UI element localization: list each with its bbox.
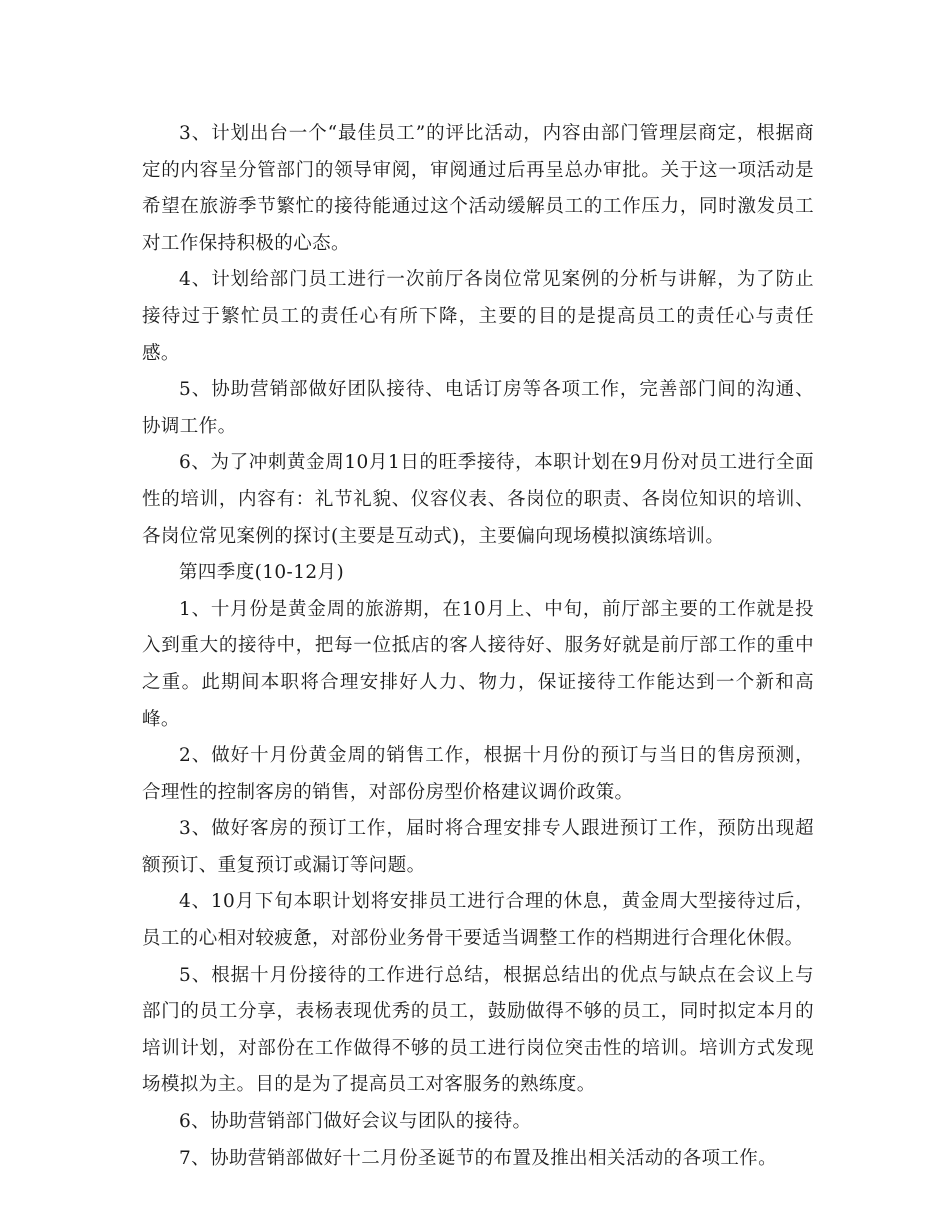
paragraph-assist-sales-q3: 5、协助营销部做好团队接待、电话订房等各项工作，完善部门间的沟通、协调工作。 — [142, 379, 814, 437]
paragraph-staff-rest: 4、10月下旬本职计划将安排员工进行合理的休息，黄金周大型接待过后，员工的心相对较疲惫，对部份业务骨干要适当调整工作的档期进行合理化休假。 — [142, 891, 814, 950]
paragraph-golden-week-training: 6、为了冲刺黄金周10月1日的旺季接待，本职计划在9月份对员工进行全面性的培训，内容有：礼节礼貌、仪容仪表、各岗位的职责、各岗位知识的培训、各岗位常见案例的探讨(主要是互动式)，主要偏向现场模拟演练培训。 — [142, 452, 814, 547]
section-heading-q4: 第四季度(10-12月) — [179, 562, 345, 584]
paragraph-golden-week-reception: 1、十月份是黄金周的旅游期，在10月上、中旬，前厅部主要的工作就是投入到重大的接待中，把每一位抵店的客人接待好、服务好就是前厅部工作的重中之重。此期间本职将合理安排好人力、物力，保证接待工作能达到一个新和高峰。 — [142, 598, 814, 730]
paragraph-best-employee-plan: 3、计划出台一个“最佳员工”的评比活动，内容由部门管理层商定，根据商定的内容呈分管部门的领导审阅，审阅通过后再呈总办审批。关于这一项活动是希望在旅游季节繁忙的接待能通过这个活动缓解员工的工作压力，同时激发员工对工作保持积极的心态。 — [142, 123, 814, 254]
paragraph-assist-meetings: 6、协助营销部门做好会议与团队的接待。 — [179, 1111, 532, 1133]
paragraph-october-summary: 5、根据十月份接待的工作进行总结，根据总结出的优点与缺点在会议上与部门的员工分享，表杨表现优秀的员工，鼓励做得不够的员工，同时拟定本月的培训计划，对部份在工作做得不够的员工进行岗位突击性的培训。培训方式发现场模拟为主。目的是为了提高员工对客服务的熟练度。 — [142, 964, 814, 1096]
document-body — [142, 116, 814, 1177]
paragraph-christmas-activities: 7、协助营销部做好十二月份圣诞节的布置及推出相关活动的各项工作。 — [179, 1147, 778, 1169]
paragraph-room-reservations: 3、做好客房的预订工作，届时将合理安排专人跟进预订工作，预防出现超额预订、重复预订或漏订等问题。 — [142, 818, 814, 876]
paragraph-golden-week-sales: 2、做好十月份黄金周的销售工作，根据十月份的预订与当日的售房预测，合理性的控制客房的销售，对部份房型价格建议调价政策。 — [142, 745, 814, 803]
paragraph-case-analysis-plan: 4、计划给部门员工进行一次前厅各岗位常见案例的分析与讲解，为了防止接待过于繁忙员工的责任心有所下降，主要的目的是提高员工的责任心与责任感。 — [142, 269, 814, 364]
